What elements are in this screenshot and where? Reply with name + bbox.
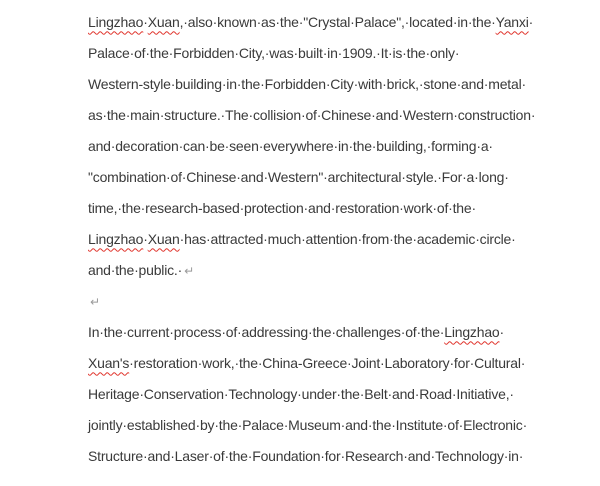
text-line[interactable] bbox=[88, 99, 535, 130]
text-run: · bbox=[143, 13, 148, 30]
text-run: ·restoration·work,·the·China-Greece·Joint·Laboratory·for·Cultural· bbox=[129, 354, 526, 371]
document-text[interactable] bbox=[88, 6, 535, 471]
misspelled-word: Lingzhao bbox=[88, 230, 144, 247]
text-run: · bbox=[528, 13, 534, 30]
text-run: Structure·and·Laser·of·the·Foundation·for·Research·and·Technology·in· bbox=[88, 447, 524, 464]
text-run: as·the·main·structure.·The·collision·of·Chinese·and·Western·construction· bbox=[88, 106, 536, 123]
paragraph-mark-icon: ↵ bbox=[90, 294, 100, 309]
text-run: · bbox=[143, 230, 148, 247]
text-run: · bbox=[499, 323, 504, 340]
text-line[interactable] bbox=[88, 440, 535, 471]
text-line[interactable] bbox=[88, 192, 535, 223]
text-line[interactable] bbox=[88, 223, 535, 254]
text-run: "combination·of·Chinese·and·Western"·architectural·style.·For·a·long· bbox=[88, 168, 509, 185]
text-line[interactable] bbox=[88, 161, 535, 192]
text-line[interactable] bbox=[88, 316, 535, 347]
text-line[interactable] bbox=[88, 254, 535, 285]
text-run: and·decoration·can·be·seen·everywhere·in·the·building,·forming·a· bbox=[88, 137, 493, 154]
text-run: and·the·public.· bbox=[88, 261, 183, 278]
text-line[interactable] bbox=[88, 68, 535, 99]
text-run: ·has·attracted·much·attention·from·the·academic·circle· bbox=[179, 230, 516, 247]
text-line[interactable] bbox=[88, 37, 535, 68]
text-run: ,·also·known·as·the·"Crystal·Palace",·located·in·the· bbox=[179, 13, 496, 30]
text-line[interactable] bbox=[88, 378, 535, 409]
misspelled-word: Xuan bbox=[147, 13, 180, 30]
text-line[interactable] bbox=[88, 409, 535, 440]
text-line[interactable] bbox=[88, 130, 535, 161]
misspelled-word: Lingzhao bbox=[88, 13, 144, 30]
text-run: Heritage·Conservation·Technology·under·the·Belt·and·Road·Initiative,· bbox=[88, 385, 514, 402]
text-line[interactable] bbox=[88, 285, 535, 316]
text-run: Western-style·building·in·the·Forbidden·City·with·brick,·stone·and·metal· bbox=[88, 75, 526, 92]
text-line[interactable] bbox=[88, 6, 535, 37]
text-run: In·the·current·process·of·addressing·the·challenges·of·the· bbox=[88, 323, 445, 340]
misspelled-word: Xuan bbox=[147, 230, 180, 247]
misspelled-word: Yanxi bbox=[495, 13, 529, 30]
misspelled-word: Xuan's bbox=[88, 354, 130, 371]
text-run: time,·the·research-based·protection·and·restoration·work·of·the· bbox=[88, 199, 476, 216]
text-run: jointly·established·by·the·Palace·Museum·and·the·Institute·of·Electronic· bbox=[88, 416, 528, 433]
text-run: Palace·of·the·Forbidden·City,·was·built·in·1909.·It·is·the·only· bbox=[88, 44, 460, 61]
text-line[interactable] bbox=[88, 347, 535, 378]
paragraph-mark-icon: ↵ bbox=[184, 263, 194, 278]
misspelled-word: Lingzhao bbox=[444, 323, 500, 340]
